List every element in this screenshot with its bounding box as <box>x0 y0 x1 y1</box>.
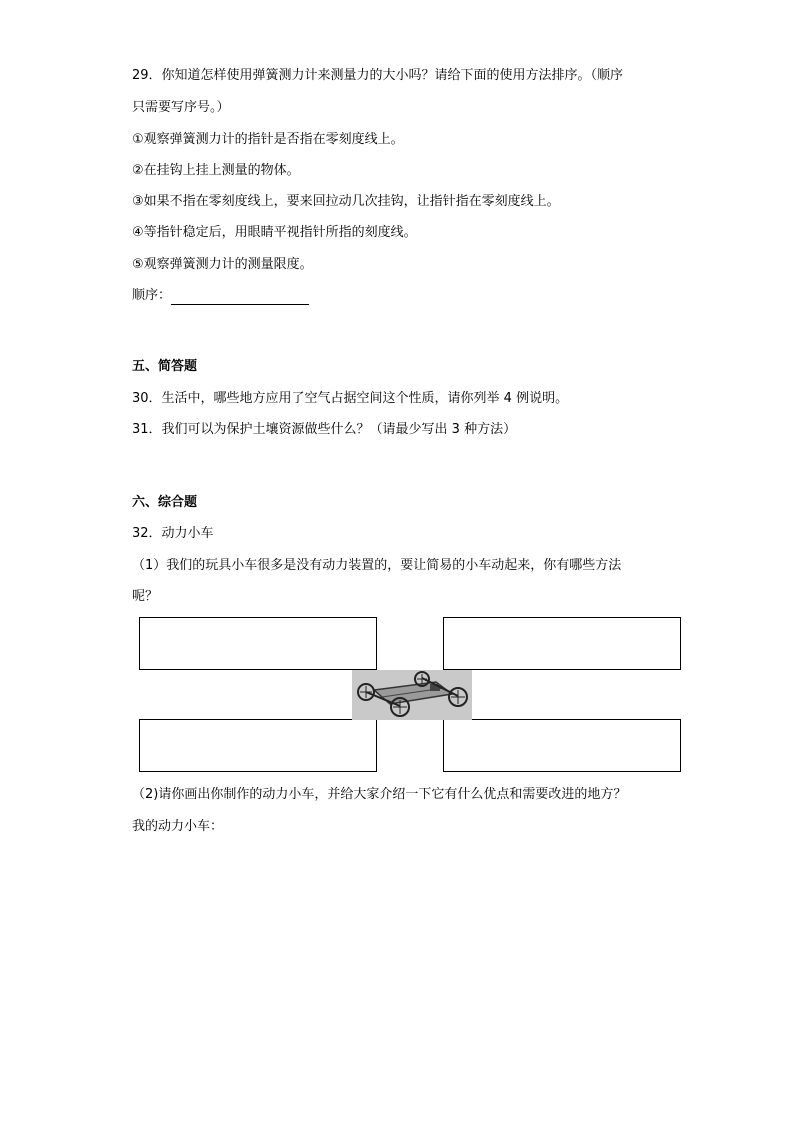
q29-step-5: ⑤观察弹簧测力计的测量限度。 <box>132 257 313 272</box>
answer-box-top-right[interactable] <box>443 617 681 670</box>
answer-box-bottom-right[interactable] <box>443 719 681 772</box>
q32-part1-line1: （1）我们的玩具小车很多是没有动力装置的，要让简易的小车动起来，你有哪些方法 <box>132 558 622 573</box>
toy-car-image <box>352 670 472 720</box>
q29-order-row <box>132 287 309 305</box>
q32-part1-line2: 呢？ <box>132 589 159 604</box>
q32-title: 32．动力小车 <box>132 526 214 541</box>
q29-step-3: ③如果不指在零刻度线上，要来回拉动几次挂钩，让指针指在零刻度线上。 <box>132 194 560 209</box>
q29-text-line2: 只需要写序号。） <box>132 100 230 115</box>
q29-step-4: ④等指针稳定后，用眼睛平视指针所指的刻度线。 <box>132 225 417 240</box>
q29-step-2: ②在挂钩上挂上测量的物体。 <box>132 163 300 178</box>
answer-box-bottom-left[interactable] <box>139 719 377 772</box>
q30-text: 30．生活中，哪些地方应用了空气占据空间这个性质，请你列举 4 例说明。 <box>132 391 569 406</box>
q29-order-label: 顺序： <box>132 288 172 303</box>
section6-heading: 六、综合题 <box>132 495 198 510</box>
q29-text-line1: 29．你知道怎样使用弹簧测力计来测量力的大小吗？请给下面的使用方法排序。（顺序 <box>132 68 624 83</box>
q31-text: 31．我们可以为保护土壤资源做些什么？（请最少写出 3 种方法） <box>132 422 517 437</box>
q29-step-1: ①观察弹簧测力计的指针是否指在零刻度线上。 <box>132 132 404 147</box>
my-car-label: 我的动力小车： <box>132 819 224 834</box>
answer-box-top-left[interactable] <box>139 617 377 670</box>
q32-part2-text: （2)请你画出你制作的动力小车，并给大家介绍一下它有什么优点和需要改进的地方？ <box>132 787 627 802</box>
toy-car-icon <box>352 670 472 720</box>
q29-order-answer-blank[interactable] <box>171 290 309 305</box>
section5-heading: 五、简答题 <box>132 359 198 374</box>
